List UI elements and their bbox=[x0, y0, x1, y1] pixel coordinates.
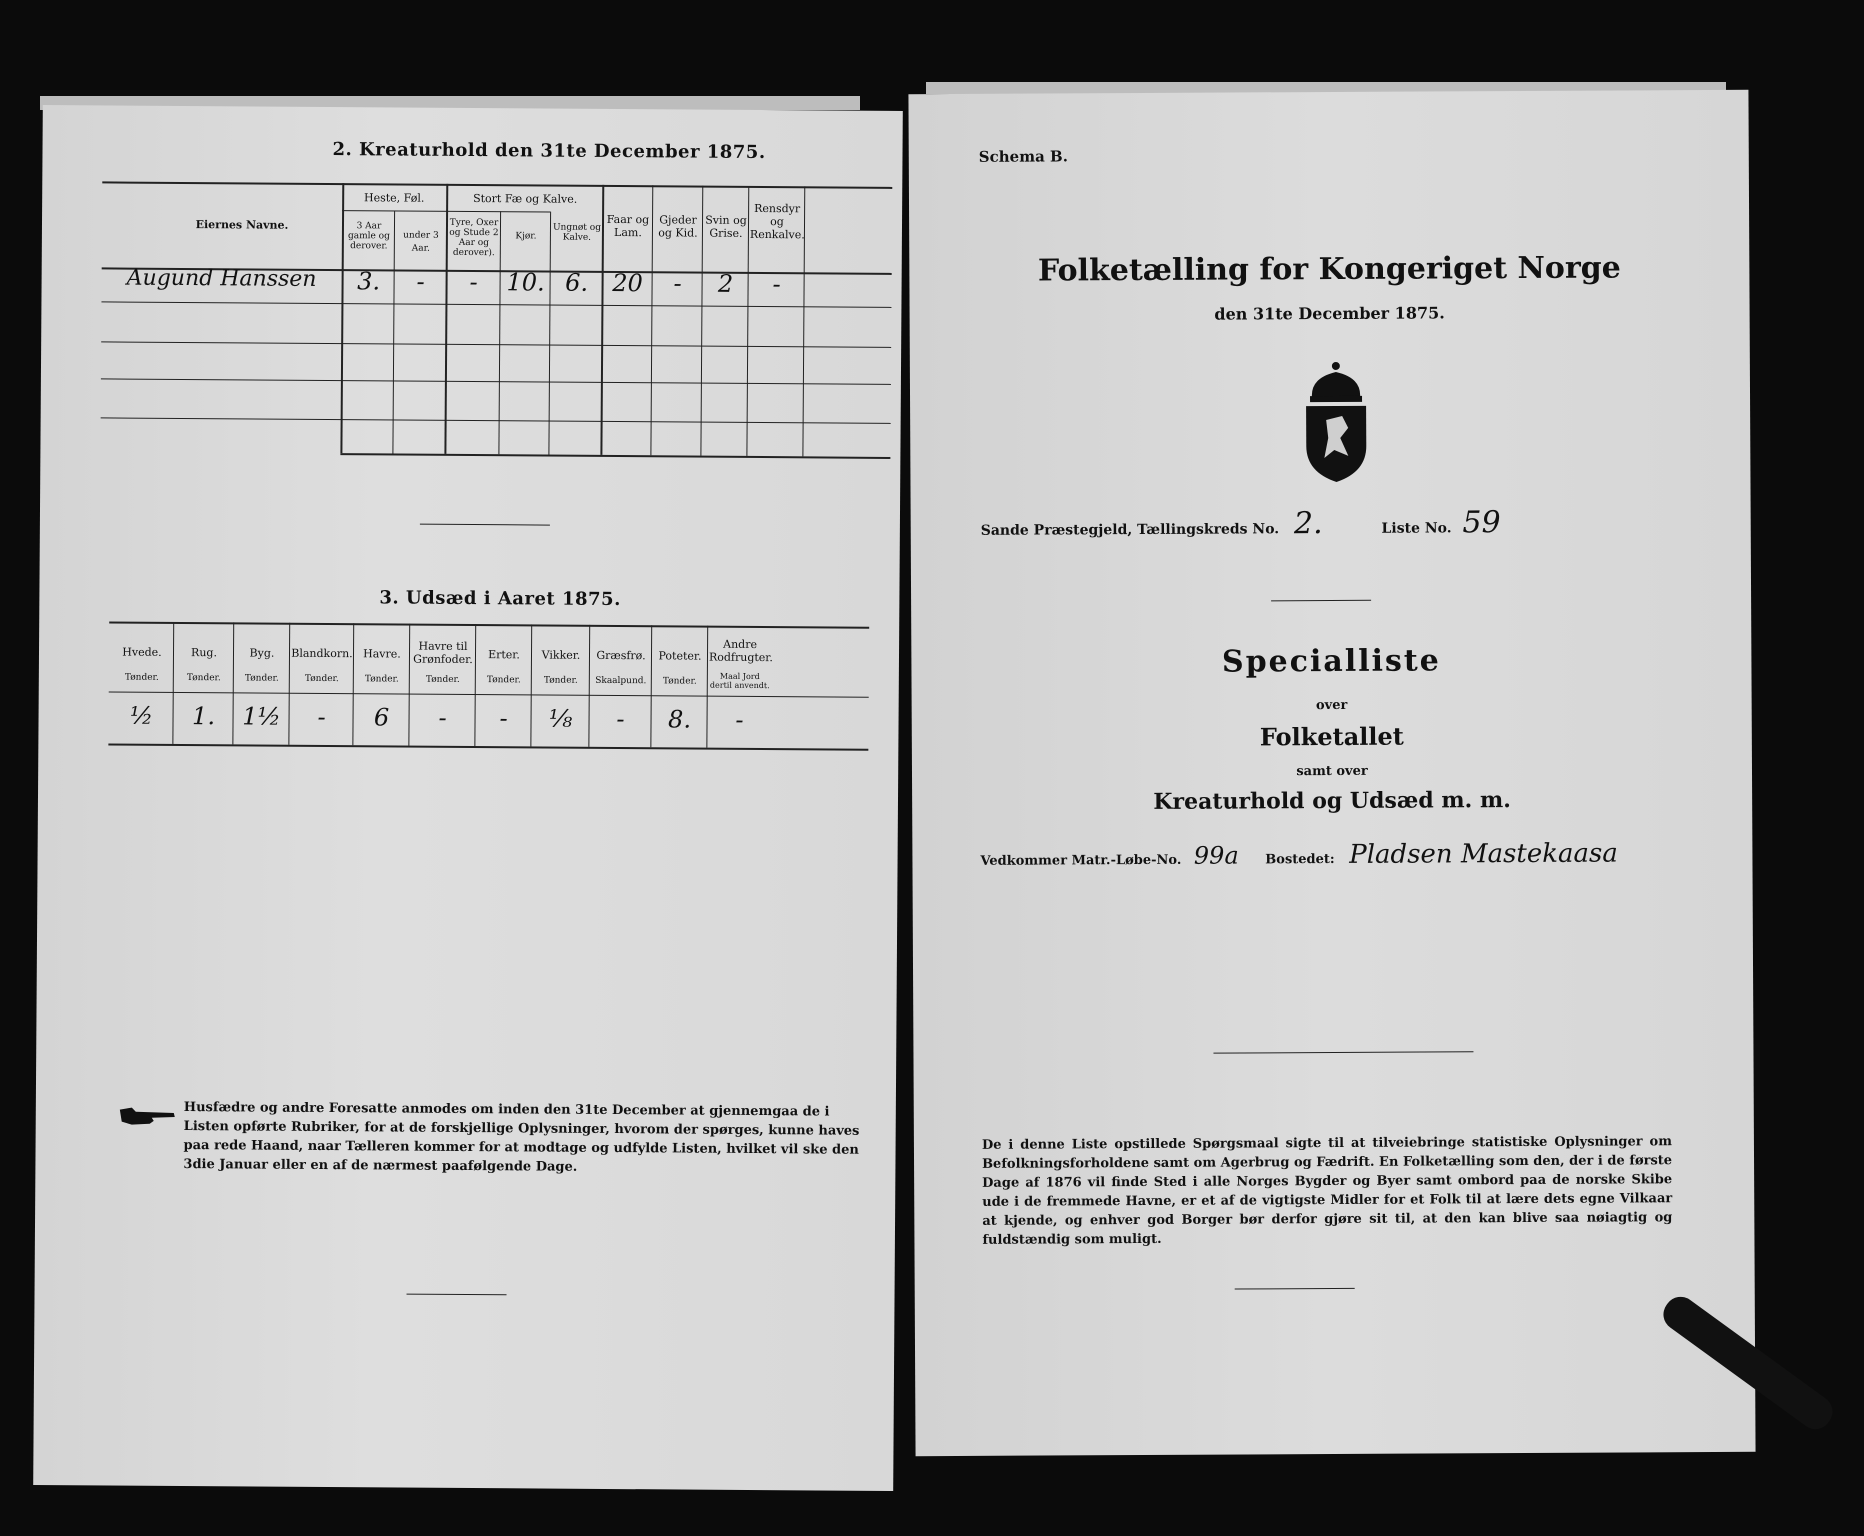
seed-unit: Tønder. bbox=[486, 675, 521, 686]
over-label: over bbox=[1315, 697, 1348, 714]
seed-value: 6 bbox=[373, 703, 390, 732]
livestock-top-rule bbox=[102, 181, 892, 189]
seed-header: Poteter. bbox=[658, 649, 702, 663]
folketallet-title: Folketallet bbox=[1259, 721, 1404, 752]
seed-value: - bbox=[438, 703, 447, 732]
livestock-value: - bbox=[469, 267, 478, 297]
seed-header: Græsfrø. bbox=[596, 648, 646, 663]
seed-unit: Tønder. bbox=[304, 673, 339, 685]
seed-unit: Tønder. bbox=[543, 675, 578, 686]
liste-value: 59 bbox=[1462, 505, 1501, 541]
seed-value: - bbox=[735, 705, 744, 734]
owner-name: Augund Hanssen bbox=[126, 265, 317, 292]
seed-unit: Tønder. bbox=[244, 673, 279, 684]
divider bbox=[420, 524, 550, 526]
seed-value: ½ bbox=[129, 701, 154, 730]
divider bbox=[1213, 1051, 1473, 1053]
samt-over-label: samt over bbox=[1296, 763, 1368, 780]
seed-unit: Maal Jord dertil anvendt. bbox=[709, 671, 770, 691]
seed-header: Vikker. bbox=[541, 648, 581, 662]
horses-header: Heste, Føl. bbox=[363, 191, 425, 205]
left-page bbox=[33, 105, 903, 1491]
seed-value: 1½ bbox=[242, 702, 281, 731]
livestock-col-line bbox=[548, 212, 551, 455]
seed-top-rule bbox=[109, 621, 869, 628]
livestock-value: 20 bbox=[612, 268, 643, 298]
seed-unit: Tønder. bbox=[186, 673, 221, 684]
kreds-value: 2. bbox=[1293, 506, 1323, 542]
seed-value: - bbox=[616, 705, 625, 734]
sub-header: Ungnøt og Kalve. bbox=[552, 222, 602, 243]
intro-paragraph: De i denne Liste opstillede Spørgsmaal sigte til at tilveiebringe statistiske Oplysninger om Befolkningsforholdene samt om Agerbrug og Fædrift. En Folketælling som den, der i de første Dage af 1876 vil finde Sted i alle Norges Bygder og Byer samt ombord paa de norske Skibe ude i de fremmede Havne, er et af de vigtigste Midler for et Folk til at lære dets egne Vilkaar at kjende, og enhver god Borger bør derfor gjøre sit til, at den kan blive saa nøiagtig og fuldstændig som muligt. bbox=[981, 1134, 1673, 1248]
seed-unit: Tønder. bbox=[662, 676, 697, 687]
seed-unit: Tønder. bbox=[124, 672, 159, 683]
livestock-value: 2 bbox=[717, 269, 734, 298]
livestock-row-rule-1 bbox=[101, 301, 891, 308]
sheep-header: Faar og Lam. bbox=[606, 212, 650, 240]
seed-header: Erter. bbox=[488, 648, 520, 662]
livestock-value: 6. bbox=[565, 268, 589, 297]
seed-header: Hvede. bbox=[122, 645, 162, 659]
seed-value: - bbox=[317, 702, 326, 732]
seed-unit: Skaalpund. bbox=[595, 675, 647, 687]
seed-unit: Tønder. bbox=[425, 674, 460, 685]
sub-header: 3 Aar gamle og derover. bbox=[347, 221, 390, 252]
livestock-value: 10. bbox=[506, 268, 545, 297]
notice-text: Husfædre og andre Foresatte anmodes om inden den 31te December at gjennemgaa de i Listen opførte Rubriker, for at de forskjellige Oplysninger, hvorom der spørges, kunne haves paa rede Haand, naar Tælleren kommer for at modtage og udfylde Listen, hvilket vil ske den 3die Januar eller en af de nærmest paafølgende Dage. bbox=[183, 1100, 860, 1175]
cattle-header: Stort Fæ og Kalve. bbox=[473, 192, 578, 206]
sub-header: under 3 Aar. bbox=[403, 230, 439, 254]
livestock-value: - bbox=[772, 270, 781, 299]
parish-line bbox=[981, 504, 1741, 543]
seed-header: Blandkorn. bbox=[291, 646, 353, 661]
livestock-bottom-rule bbox=[340, 453, 890, 459]
divider bbox=[407, 1294, 507, 1296]
matr-value: 99a bbox=[1193, 841, 1239, 870]
bosted-label: Bostedet: bbox=[1265, 851, 1335, 868]
livestock-row-rule-4 bbox=[101, 417, 891, 424]
sub-header: Kjør. bbox=[515, 231, 537, 242]
owner-header: Eiernes Navne. bbox=[195, 218, 289, 232]
matr-label: Vedkommer Matr.-Løbe-No. bbox=[980, 852, 1182, 869]
divider bbox=[1235, 1288, 1355, 1290]
pigs-header: Svin og Grise. bbox=[705, 213, 747, 240]
livestock-title: 2. Kreaturhold den 31te December 1875. bbox=[332, 139, 766, 164]
specialliste-title: Specialliste bbox=[1221, 643, 1441, 680]
seed-value: 8. bbox=[668, 705, 692, 734]
right-page bbox=[908, 90, 1755, 1456]
seed-bottom-rule bbox=[108, 743, 868, 750]
coat-of-arms-icon bbox=[1298, 360, 1375, 484]
sub-header: Tyre, Oxer og Stude 2 Aar og derover). bbox=[449, 217, 499, 259]
seed-header: Byg. bbox=[249, 646, 275, 660]
seed-value: 1. bbox=[192, 702, 216, 731]
seed-header: Andre Rodfrugter. bbox=[708, 637, 773, 665]
schema-label: Schema B. bbox=[978, 147, 1068, 166]
seed-value: - bbox=[499, 704, 508, 733]
livestock-value: - bbox=[416, 267, 425, 296]
seed-header: Rug. bbox=[191, 646, 218, 660]
kreaturhold-title: Kreaturhold og Udsæd m. m. bbox=[1153, 787, 1511, 815]
census-date: den 31te December 1875. bbox=[1214, 303, 1445, 324]
livestock-value: 3. bbox=[357, 267, 381, 296]
bosted-value: Pladsen Mastekaasa bbox=[1349, 838, 1618, 870]
livestock-value: - bbox=[673, 269, 682, 298]
matr-line bbox=[980, 838, 1740, 872]
seed-header-rule bbox=[109, 691, 869, 697]
livestock-row-rule-3 bbox=[101, 378, 891, 385]
seed-header: Havre. bbox=[363, 647, 401, 661]
livestock-row-rule-2 bbox=[101, 341, 891, 348]
seed-unit: Tønder. bbox=[364, 674, 399, 685]
divider bbox=[1271, 600, 1371, 602]
seed-title: 3. Udsæd i Aaret 1875. bbox=[379, 587, 621, 611]
main-title: Folketælling for Kongeriget Norge bbox=[1037, 250, 1621, 289]
reindeer-header: Rensdyr og Renkalve. bbox=[749, 201, 805, 242]
parish-label: Sande Præstegjeld, Tællingskreds No. bbox=[980, 521, 1280, 539]
seed-header: Havre til Grønfoder. bbox=[413, 639, 473, 667]
goats-header: Gjeder og Kid. bbox=[658, 213, 698, 240]
pointing-hand-icon bbox=[118, 1104, 178, 1128]
liste-label: Liste No. bbox=[1381, 520, 1452, 537]
seed-value: ⅛ bbox=[548, 704, 573, 733]
